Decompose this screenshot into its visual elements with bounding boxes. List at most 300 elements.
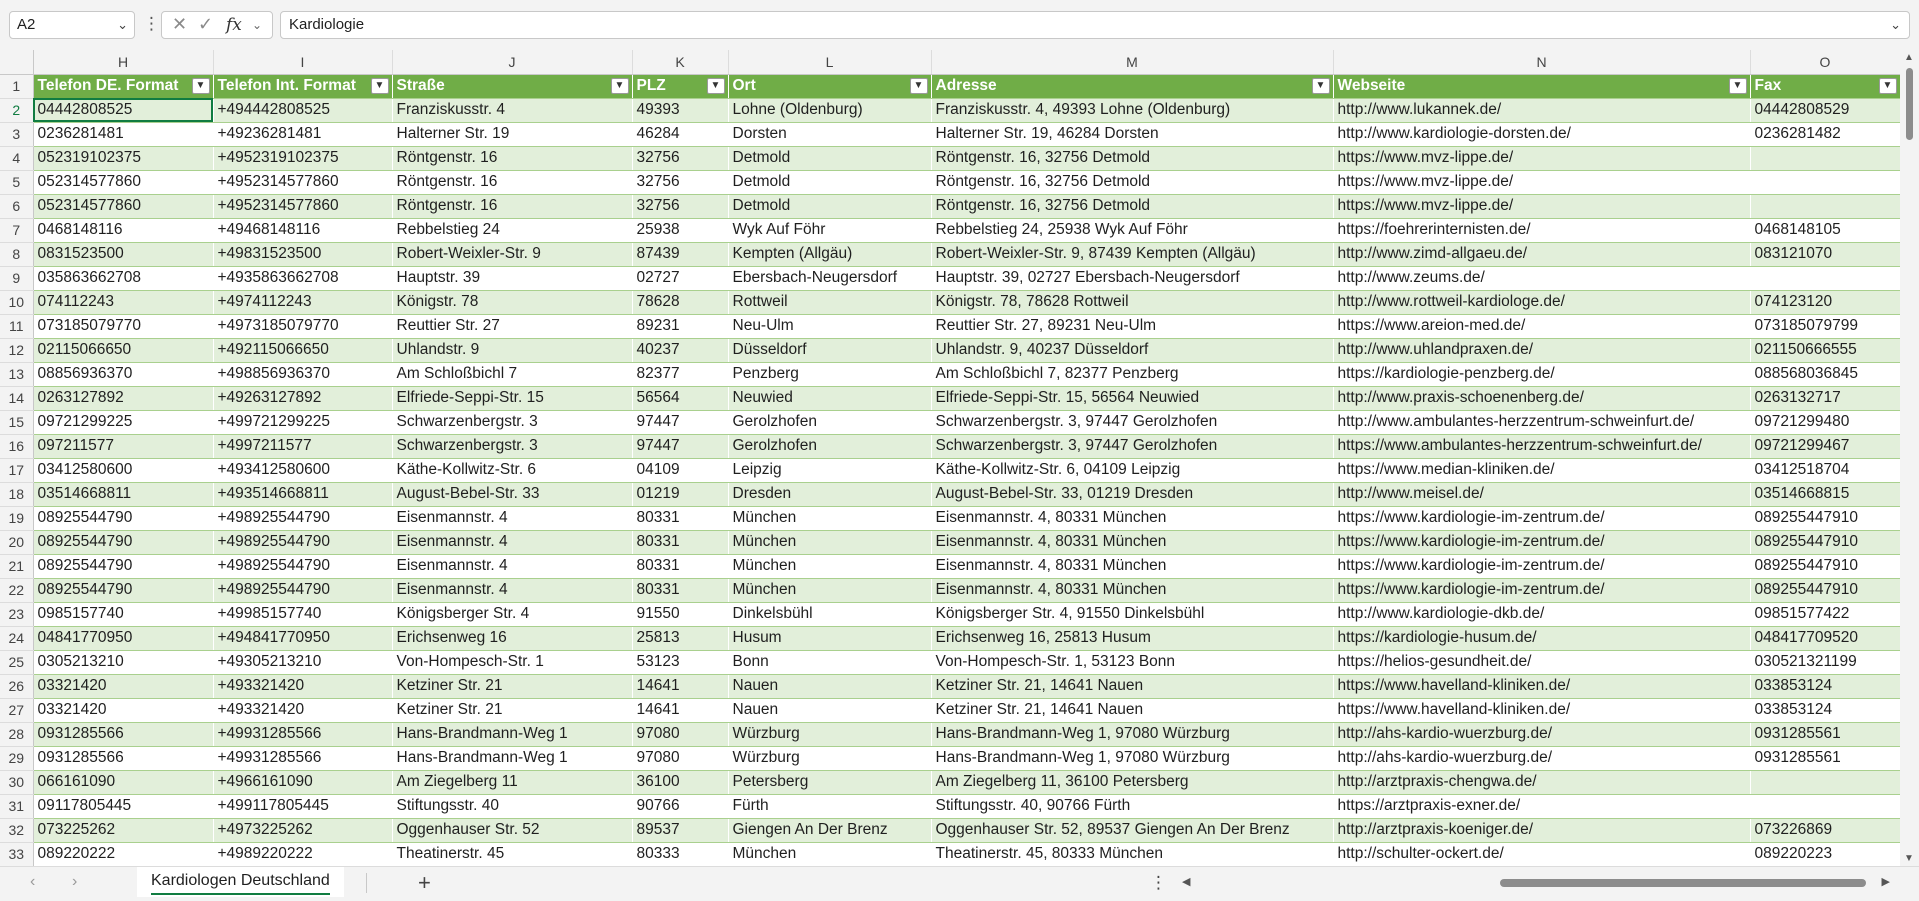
- column-header-k[interactable]: K: [632, 50, 728, 74]
- cell-n[interactable]: https://kardiologie-husum.de/: [1333, 626, 1750, 650]
- cell-h[interactable]: 08925544790: [33, 554, 213, 578]
- cell-n[interactable]: http://www.zeums.de/: [1333, 266, 1750, 290]
- row-number[interactable]: 8: [0, 242, 33, 266]
- cell-k[interactable]: 01219: [632, 482, 728, 506]
- cell-m[interactable]: Königsberger Str. 4, 91550 Dinkelsbühl: [931, 602, 1333, 626]
- cell-h[interactable]: 08925544790: [33, 578, 213, 602]
- cell-l[interactable]: Rottweil: [728, 290, 931, 314]
- filter-dropdown-icon[interactable]: ▼: [910, 78, 928, 94]
- cell-i[interactable]: +498925544790: [213, 506, 392, 530]
- row-number[interactable]: 6: [0, 194, 33, 218]
- cell-h[interactable]: 052319102375: [33, 146, 213, 170]
- cell-l[interactable]: Detmold: [728, 146, 931, 170]
- cell-j[interactable]: Röntgenstr. 16: [392, 146, 632, 170]
- cell-i[interactable]: +4989220222: [213, 842, 392, 866]
- cell-o[interactable]: 089255447910: [1750, 530, 1900, 554]
- cell-j[interactable]: Hans-Brandmann-Weg 1: [392, 722, 632, 746]
- cell-h[interactable]: 0263127892: [33, 386, 213, 410]
- cell-m[interactable]: Am Ziegelberg 11, 36100 Petersberg: [931, 770, 1333, 794]
- cell-o[interactable]: 0931285561: [1750, 746, 1900, 770]
- cell-i[interactable]: +494841770950: [213, 626, 392, 650]
- cell-n[interactable]: https://foehrerinternisten.de/: [1333, 218, 1750, 242]
- cell-n[interactable]: http://ahs-kardio-wuerzburg.de/: [1333, 722, 1750, 746]
- cell-o[interactable]: 089220223: [1750, 842, 1900, 866]
- cell-m[interactable]: Stiftungsstr. 40, 90766 Fürth: [931, 794, 1333, 818]
- cell-l[interactable]: München: [728, 530, 931, 554]
- cell-o[interactable]: 088568036845: [1750, 362, 1900, 386]
- cell-m[interactable]: Theatinerstr. 45, 80333 München: [931, 842, 1333, 866]
- cell-i[interactable]: +49236281481: [213, 122, 392, 146]
- cell-m[interactable]: Schwarzenbergstr. 3, 97447 Gerolzhofen: [931, 434, 1333, 458]
- row-number[interactable]: 12: [0, 338, 33, 362]
- cell-n[interactable]: http://schulter-ockert.de/: [1333, 842, 1750, 866]
- cell-m[interactable]: Rebbelstieg 24, 25938 Wyk Auf Föhr: [931, 218, 1333, 242]
- column-header-i[interactable]: I: [213, 50, 392, 74]
- expand-formula-icon[interactable]: ⌄: [1890, 17, 1901, 32]
- filter-dropdown-icon[interactable]: ▼: [611, 78, 629, 94]
- cell-o[interactable]: [1750, 194, 1900, 218]
- cell-k[interactable]: 49393: [632, 98, 728, 122]
- cell-j[interactable]: Schwarzenbergstr. 3: [392, 410, 632, 434]
- cell-k[interactable]: 56564: [632, 386, 728, 410]
- cell-h[interactable]: 08925544790: [33, 506, 213, 530]
- cell-j[interactable]: Königsberger Str. 4: [392, 602, 632, 626]
- cell-j[interactable]: Hauptstr. 39: [392, 266, 632, 290]
- more-sheets-icon[interactable]: ⋮: [1150, 873, 1167, 892]
- cell-i[interactable]: +49931285566: [213, 722, 392, 746]
- scroll-right-icon[interactable]: ▶: [1881, 876, 1890, 888]
- horizontal-scroll-thumb[interactable]: [1500, 879, 1866, 887]
- cell-m[interactable]: Eisenmannstr. 4, 80331 München: [931, 554, 1333, 578]
- cell-o[interactable]: 03412518704: [1750, 458, 1900, 482]
- cell-k[interactable]: 40237: [632, 338, 728, 362]
- cell-j[interactable]: Ketziner Str. 21: [392, 698, 632, 722]
- cell-j[interactable]: Erichsenweg 16: [392, 626, 632, 650]
- cell-l[interactable]: Gerolzhofen: [728, 410, 931, 434]
- row-number[interactable]: 14: [0, 386, 33, 410]
- cell-n[interactable]: https://www.havelland-kliniken.de/: [1333, 698, 1750, 722]
- cell-h[interactable]: 03321420: [33, 698, 213, 722]
- cell-l[interactable]: Neu-Ulm: [728, 314, 931, 338]
- cell-h[interactable]: 0831523500: [33, 242, 213, 266]
- cell-i[interactable]: +4973185079770: [213, 314, 392, 338]
- cell-m[interactable]: Ketziner Str. 21, 14641 Nauen: [931, 674, 1333, 698]
- cell-l[interactable]: Neuwied: [728, 386, 931, 410]
- cell-i[interactable]: +4997211577: [213, 434, 392, 458]
- cell-m[interactable]: Halterner Str. 19, 46284 Dorsten: [931, 122, 1333, 146]
- cell-k[interactable]: 04109: [632, 458, 728, 482]
- cell-k[interactable]: 87439: [632, 242, 728, 266]
- cell-i[interactable]: +493412580600: [213, 458, 392, 482]
- cell-m[interactable]: Elfriede-Seppi-Str. 15, 56564 Neuwied: [931, 386, 1333, 410]
- cell-j[interactable]: Stiftungsstr. 40: [392, 794, 632, 818]
- cell-h[interactable]: 04841770950: [33, 626, 213, 650]
- cell-i[interactable]: +4952314577860: [213, 194, 392, 218]
- cell-j[interactable]: Röntgenstr. 16: [392, 170, 632, 194]
- cell-j[interactable]: Eisenmannstr. 4: [392, 530, 632, 554]
- cell-h[interactable]: 052314577860: [33, 170, 213, 194]
- cell-h[interactable]: 073225262: [33, 818, 213, 842]
- row-number[interactable]: 28: [0, 722, 33, 746]
- cell-j[interactable]: Robert-Weixler-Str. 9: [392, 242, 632, 266]
- row-number[interactable]: 31: [0, 794, 33, 818]
- name-box[interactable]: [9, 11, 135, 39]
- cell-k[interactable]: 97447: [632, 434, 728, 458]
- header-cell-h[interactable]: [33, 74, 213, 98]
- cancel-icon[interactable]: ✕: [172, 14, 188, 34]
- cell-n[interactable]: https://www.median-kliniken.de/: [1333, 458, 1750, 482]
- cell-k[interactable]: 36100: [632, 770, 728, 794]
- cell-m[interactable]: Von-Hompesch-Str. 1, 53123 Bonn: [931, 650, 1333, 674]
- cell-k[interactable]: 91550: [632, 602, 728, 626]
- row-number[interactable]: 3: [0, 122, 33, 146]
- cell-h[interactable]: 02115066650: [33, 338, 213, 362]
- cell-o[interactable]: 021150666555: [1750, 338, 1900, 362]
- header-cell-m[interactable]: [931, 74, 1333, 98]
- cell-j[interactable]: Uhlandstr. 9: [392, 338, 632, 362]
- cell-i[interactable]: +4952319102375: [213, 146, 392, 170]
- row-number[interactable]: 16: [0, 434, 33, 458]
- row-number[interactable]: 5: [0, 170, 33, 194]
- cell-m[interactable]: Uhlandstr. 9, 40237 Düsseldorf: [931, 338, 1333, 362]
- cell-k[interactable]: 80333: [632, 842, 728, 866]
- cell-j[interactable]: Schwarzenbergstr. 3: [392, 434, 632, 458]
- cell-l[interactable]: Leipzig: [728, 458, 931, 482]
- row-number[interactable]: 11: [0, 314, 33, 338]
- cell-i[interactable]: +498925544790: [213, 554, 392, 578]
- cell-i[interactable]: +49931285566: [213, 746, 392, 770]
- header-cell-j[interactable]: [392, 74, 632, 98]
- cell-m[interactable]: Röntgenstr. 16, 32756 Detmold: [931, 170, 1333, 194]
- enter-icon[interactable]: ✓: [198, 14, 214, 34]
- cell-k[interactable]: 97080: [632, 746, 728, 770]
- cell-j[interactable]: Röntgenstr. 16: [392, 194, 632, 218]
- cell-n[interactable]: http://arztpraxis-koeniger.de/: [1333, 818, 1750, 842]
- cell-k[interactable]: 25813: [632, 626, 728, 650]
- cell-i[interactable]: +4974112243: [213, 290, 392, 314]
- cell-h[interactable]: 066161090: [33, 770, 213, 794]
- cell-l[interactable]: Nauen: [728, 698, 931, 722]
- row-number[interactable]: 19: [0, 506, 33, 530]
- cell-n[interactable]: https://www.areion-med.de/: [1333, 314, 1750, 338]
- cell-n[interactable]: https://www.mvz-lippe.de/: [1333, 194, 1750, 218]
- cell-l[interactable]: Giengen An Der Brenz: [728, 818, 931, 842]
- row-number[interactable]: 23: [0, 602, 33, 626]
- cell-o[interactable]: 09851577422: [1750, 602, 1900, 626]
- row-number[interactable]: 32: [0, 818, 33, 842]
- cell-h[interactable]: 0985157740: [33, 602, 213, 626]
- cell-i[interactable]: +493321420: [213, 674, 392, 698]
- cell-n[interactable]: https://www.mvz-lippe.de/: [1333, 146, 1750, 170]
- cell-j[interactable]: August-Bebel-Str. 33: [392, 482, 632, 506]
- row-number[interactable]: 24: [0, 626, 33, 650]
- cell-j[interactable]: Oggenhauser Str. 52: [392, 818, 632, 842]
- cell-m[interactable]: Käthe-Kollwitz-Str. 6, 04109 Leipzig: [931, 458, 1333, 482]
- cell-h[interactable]: 03321420: [33, 674, 213, 698]
- cell-i[interactable]: +4973225262: [213, 818, 392, 842]
- cell-m[interactable]: Königstr. 78, 78628 Rottweil: [931, 290, 1333, 314]
- cell-n[interactable]: https://kardiologie-penzberg.de/: [1333, 362, 1750, 386]
- select-all-corner[interactable]: [0, 50, 33, 74]
- cell-n[interactable]: https://helios-gesundheit.de/: [1333, 650, 1750, 674]
- cell-j[interactable]: Am Ziegelberg 11: [392, 770, 632, 794]
- cell-j[interactable]: Reuttier Str. 27: [392, 314, 632, 338]
- cell-k[interactable]: 90766: [632, 794, 728, 818]
- row-number[interactable]: 1: [0, 74, 33, 98]
- column-header-h[interactable]: H: [33, 50, 213, 74]
- chevron-down-icon[interactable]: ⌄: [252, 18, 263, 32]
- filter-dropdown-icon[interactable]: ▼: [371, 78, 389, 94]
- cell-n[interactable]: https://www.kardiologie-im-zentrum.de/: [1333, 578, 1750, 602]
- cell-i[interactable]: +498856936370: [213, 362, 392, 386]
- cell-l[interactable]: Gerolzhofen: [728, 434, 931, 458]
- cell-n[interactable]: https://www.kardiologie-im-zentrum.de/: [1333, 554, 1750, 578]
- cell-l[interactable]: Petersberg: [728, 770, 931, 794]
- cell-i[interactable]: +499117805445: [213, 794, 392, 818]
- cell-o[interactable]: 033853124: [1750, 698, 1900, 722]
- cell-k[interactable]: 80331: [632, 506, 728, 530]
- cell-l[interactable]: Lohne (Oldenburg): [728, 98, 931, 122]
- cell-o[interactable]: 0236281482: [1750, 122, 1900, 146]
- cell-o[interactable]: 074123120: [1750, 290, 1900, 314]
- cell-m[interactable]: August-Bebel-Str. 33, 01219 Dresden: [931, 482, 1333, 506]
- formula-input[interactable]: [280, 11, 1910, 39]
- cell-h[interactable]: 09721299225: [33, 410, 213, 434]
- cell-m[interactable]: Robert-Weixler-Str. 9, 87439 Kempten (Allgäu): [931, 242, 1333, 266]
- filter-dropdown-icon[interactable]: ▼: [1729, 78, 1747, 94]
- sheet-tab-kardiologen-deutschland[interactable]: [137, 867, 344, 897]
- cell-h[interactable]: 0236281481: [33, 122, 213, 146]
- row-number[interactable]: 27: [0, 698, 33, 722]
- cell-j[interactable]: Eisenmannstr. 4: [392, 554, 632, 578]
- cell-o[interactable]: [1750, 794, 1900, 818]
- cell-i[interactable]: +4952314577860: [213, 170, 392, 194]
- cell-k[interactable]: 53123: [632, 650, 728, 674]
- cell-m[interactable]: Hans-Brandmann-Weg 1, 97080 Würzburg: [931, 746, 1333, 770]
- cell-o[interactable]: 04442808529: [1750, 98, 1900, 122]
- cell-o[interactable]: 033853124: [1750, 674, 1900, 698]
- cell-m[interactable]: Schwarzenbergstr. 3, 97447 Gerolzhofen: [931, 410, 1333, 434]
- row-number[interactable]: 21: [0, 554, 33, 578]
- cell-i[interactable]: +49305213210: [213, 650, 392, 674]
- cell-l[interactable]: Nauen: [728, 674, 931, 698]
- cell-j[interactable]: Elfriede-Seppi-Str. 15: [392, 386, 632, 410]
- row-number[interactable]: 9: [0, 266, 33, 290]
- cell-o[interactable]: 0931285561: [1750, 722, 1900, 746]
- row-number[interactable]: 20: [0, 530, 33, 554]
- scroll-up-icon[interactable]: ▲: [1904, 52, 1914, 63]
- cell-k[interactable]: 97080: [632, 722, 728, 746]
- filter-dropdown-icon[interactable]: ▼: [1879, 78, 1897, 94]
- cell-o[interactable]: 03514668815: [1750, 482, 1900, 506]
- cell-l[interactable]: München: [728, 578, 931, 602]
- header-cell-l[interactable]: [728, 74, 931, 98]
- cell-l[interactable]: Husum: [728, 626, 931, 650]
- cell-h[interactable]: 0931285566: [33, 746, 213, 770]
- next-sheet-icon[interactable]: ›: [72, 873, 78, 890]
- cell-h[interactable]: 0931285566: [33, 722, 213, 746]
- cell-n[interactable]: https://www.kardiologie-im-zentrum.de/: [1333, 506, 1750, 530]
- cell-i[interactable]: +492115066650: [213, 338, 392, 362]
- cell-n[interactable]: http://www.lukannek.de/: [1333, 98, 1750, 122]
- cell-o[interactable]: 089255447910: [1750, 506, 1900, 530]
- cell-n[interactable]: http://www.uhlandpraxen.de/: [1333, 338, 1750, 362]
- cell-k[interactable]: 14641: [632, 698, 728, 722]
- cell-k[interactable]: 80331: [632, 578, 728, 602]
- cell-i[interactable]: +49985157740: [213, 602, 392, 626]
- cell-n[interactable]: http://www.kardiologie-dkb.de/: [1333, 602, 1750, 626]
- cell-m[interactable]: Erichsenweg 16, 25813 Husum: [931, 626, 1333, 650]
- cell-j[interactable]: Theatinerstr. 45: [392, 842, 632, 866]
- row-number[interactable]: 4: [0, 146, 33, 170]
- header-cell-i[interactable]: [213, 74, 392, 98]
- column-header-l[interactable]: L: [728, 50, 931, 74]
- vertical-scroll-thumb[interactable]: [1906, 68, 1913, 140]
- header-cell-k[interactable]: [632, 74, 728, 98]
- cell-h[interactable]: 052314577860: [33, 194, 213, 218]
- cell-m[interactable]: Hans-Brandmann-Weg 1, 97080 Würzburg: [931, 722, 1333, 746]
- cell-j[interactable]: Am Schloßbichl 7: [392, 362, 632, 386]
- horizontal-scrollbar[interactable]: [1178, 875, 1894, 891]
- cell-k[interactable]: 46284: [632, 122, 728, 146]
- header-cell-n[interactable]: [1333, 74, 1750, 98]
- cell-h[interactable]: 04442808525: [33, 98, 213, 122]
- row-number[interactable]: 18: [0, 482, 33, 506]
- cell-o[interactable]: 089255447910: [1750, 578, 1900, 602]
- cell-h[interactable]: 03514668811: [33, 482, 213, 506]
- cell-j[interactable]: Halterner Str. 19: [392, 122, 632, 146]
- cell-i[interactable]: +498925544790: [213, 578, 392, 602]
- cell-m[interactable]: Röntgenstr. 16, 32756 Detmold: [931, 146, 1333, 170]
- cell-j[interactable]: Rebbelstieg 24: [392, 218, 632, 242]
- cell-k[interactable]: 32756: [632, 170, 728, 194]
- row-number[interactable]: 30: [0, 770, 33, 794]
- row-number[interactable]: 13: [0, 362, 33, 386]
- cell-i[interactable]: +499721299225: [213, 410, 392, 434]
- cell-j[interactable]: Ketziner Str. 21: [392, 674, 632, 698]
- cell-o[interactable]: [1750, 770, 1900, 794]
- add-sheet-icon[interactable]: +: [418, 870, 431, 895]
- row-number[interactable]: 26: [0, 674, 33, 698]
- cell-h[interactable]: 03412580600: [33, 458, 213, 482]
- vertical-scrollbar[interactable]: [1900, 50, 1919, 866]
- cell-k[interactable]: 80331: [632, 554, 728, 578]
- column-header-n[interactable]: N: [1333, 50, 1750, 74]
- row-number[interactable]: 10: [0, 290, 33, 314]
- cell-l[interactable]: Kempten (Allgäu): [728, 242, 931, 266]
- cell-i[interactable]: +49468148116: [213, 218, 392, 242]
- cell-k[interactable]: 97447: [632, 410, 728, 434]
- more-options-icon[interactable]: ⋮: [143, 14, 160, 33]
- cell-m[interactable]: Ketziner Str. 21, 14641 Nauen: [931, 698, 1333, 722]
- cell-j[interactable]: Eisenmannstr. 4: [392, 506, 632, 530]
- cell-n[interactable]: http://www.rottweil-kardiologe.de/: [1333, 290, 1750, 314]
- cell-l[interactable]: Wyk Auf Föhr: [728, 218, 931, 242]
- cell-i[interactable]: +4966161090: [213, 770, 392, 794]
- filter-dropdown-icon[interactable]: ▼: [1312, 78, 1330, 94]
- cell-n[interactable]: http://www.kardiologie-dorsten.de/: [1333, 122, 1750, 146]
- cell-k[interactable]: 89537: [632, 818, 728, 842]
- cell-o[interactable]: [1750, 266, 1900, 290]
- cell-k[interactable]: 80331: [632, 530, 728, 554]
- cell-h[interactable]: 097211577: [33, 434, 213, 458]
- cell-i[interactable]: +493514668811: [213, 482, 392, 506]
- cell-m[interactable]: Franziskusstr. 4, 49393 Lohne (Oldenburg): [931, 98, 1333, 122]
- cell-k[interactable]: 82377: [632, 362, 728, 386]
- row-number[interactable]: 25: [0, 650, 33, 674]
- scroll-left-icon[interactable]: ◀: [1182, 876, 1191, 888]
- cell-h[interactable]: 09117805445: [33, 794, 213, 818]
- row-number[interactable]: 33: [0, 842, 33, 866]
- cell-k[interactable]: 32756: [632, 146, 728, 170]
- cell-l[interactable]: Detmold: [728, 170, 931, 194]
- column-header-o[interactable]: O: [1750, 50, 1900, 74]
- cell-n[interactable]: https://www.mvz-lippe.de/: [1333, 170, 1750, 194]
- cell-i[interactable]: +493321420: [213, 698, 392, 722]
- column-header-m[interactable]: M: [931, 50, 1333, 74]
- cell-n[interactable]: http://www.zimd-allgaeu.de/: [1333, 242, 1750, 266]
- cell-n[interactable]: http://ahs-kardio-wuerzburg.de/: [1333, 746, 1750, 770]
- cell-h[interactable]: 0468148116: [33, 218, 213, 242]
- cell-i[interactable]: +49831523500: [213, 242, 392, 266]
- cell-l[interactable]: Detmold: [728, 194, 931, 218]
- cell-j[interactable]: Franziskusstr. 4: [392, 98, 632, 122]
- cell-l[interactable]: Dorsten: [728, 122, 931, 146]
- cell-k[interactable]: 02727: [632, 266, 728, 290]
- cell-k[interactable]: 25938: [632, 218, 728, 242]
- cell-l[interactable]: Bonn: [728, 650, 931, 674]
- cell-k[interactable]: 14641: [632, 674, 728, 698]
- cell-i[interactable]: +498925544790: [213, 530, 392, 554]
- cell-o[interactable]: [1750, 146, 1900, 170]
- cell-m[interactable]: Am Schloßbichl 7, 82377 Penzberg: [931, 362, 1333, 386]
- scroll-down-icon[interactable]: ▼: [1904, 853, 1914, 864]
- cell-o[interactable]: 048417709520: [1750, 626, 1900, 650]
- filter-dropdown-icon[interactable]: ▼: [707, 78, 725, 94]
- cell-m[interactable]: Eisenmannstr. 4, 80331 München: [931, 530, 1333, 554]
- cell-n[interactable]: https://www.ambulantes-herzzentrum-schweinfurt.de/: [1333, 434, 1750, 458]
- cell-l[interactable]: Würzburg: [728, 722, 931, 746]
- cell-n[interactable]: https://www.kardiologie-im-zentrum.de/: [1333, 530, 1750, 554]
- row-number[interactable]: 17: [0, 458, 33, 482]
- cell-k[interactable]: 89231: [632, 314, 728, 338]
- cell-o[interactable]: 030521321199: [1750, 650, 1900, 674]
- row-number[interactable]: 15: [0, 410, 33, 434]
- cell-i[interactable]: +4935863662708: [213, 266, 392, 290]
- cell-o[interactable]: 0263132717: [1750, 386, 1900, 410]
- cell-l[interactable]: Düsseldorf: [728, 338, 931, 362]
- cell-m[interactable]: Hauptstr. 39, 02727 Ebersbach-Neugersdorf: [931, 266, 1333, 290]
- cell-n[interactable]: http://www.meisel.de/: [1333, 482, 1750, 506]
- column-header-j[interactable]: J: [392, 50, 632, 74]
- cell-j[interactable]: Von-Hompesch-Str. 1: [392, 650, 632, 674]
- cell-l[interactable]: München: [728, 842, 931, 866]
- row-number[interactable]: 22: [0, 578, 33, 602]
- cell-o[interactable]: 0468148105: [1750, 218, 1900, 242]
- cell-n[interactable]: https://arztpraxis-exner.de/: [1333, 794, 1750, 818]
- cell-h[interactable]: 035863662708: [33, 266, 213, 290]
- cell-m[interactable]: Oggenhauser Str. 52, 89537 Giengen An Der Brenz: [931, 818, 1333, 842]
- cell-i[interactable]: +49263127892: [213, 386, 392, 410]
- chevron-down-icon[interactable]: ⌄: [117, 17, 128, 32]
- cell-l[interactable]: München: [728, 554, 931, 578]
- cell-j[interactable]: Hans-Brandmann-Weg 1: [392, 746, 632, 770]
- prev-sheet-icon[interactable]: ‹: [30, 873, 36, 890]
- cell-h[interactable]: 08856936370: [33, 362, 213, 386]
- cell-m[interactable]: Reuttier Str. 27, 89231 Neu-Ulm: [931, 314, 1333, 338]
- cell-h[interactable]: 073185079770: [33, 314, 213, 338]
- cell-o[interactable]: 089255447910: [1750, 554, 1900, 578]
